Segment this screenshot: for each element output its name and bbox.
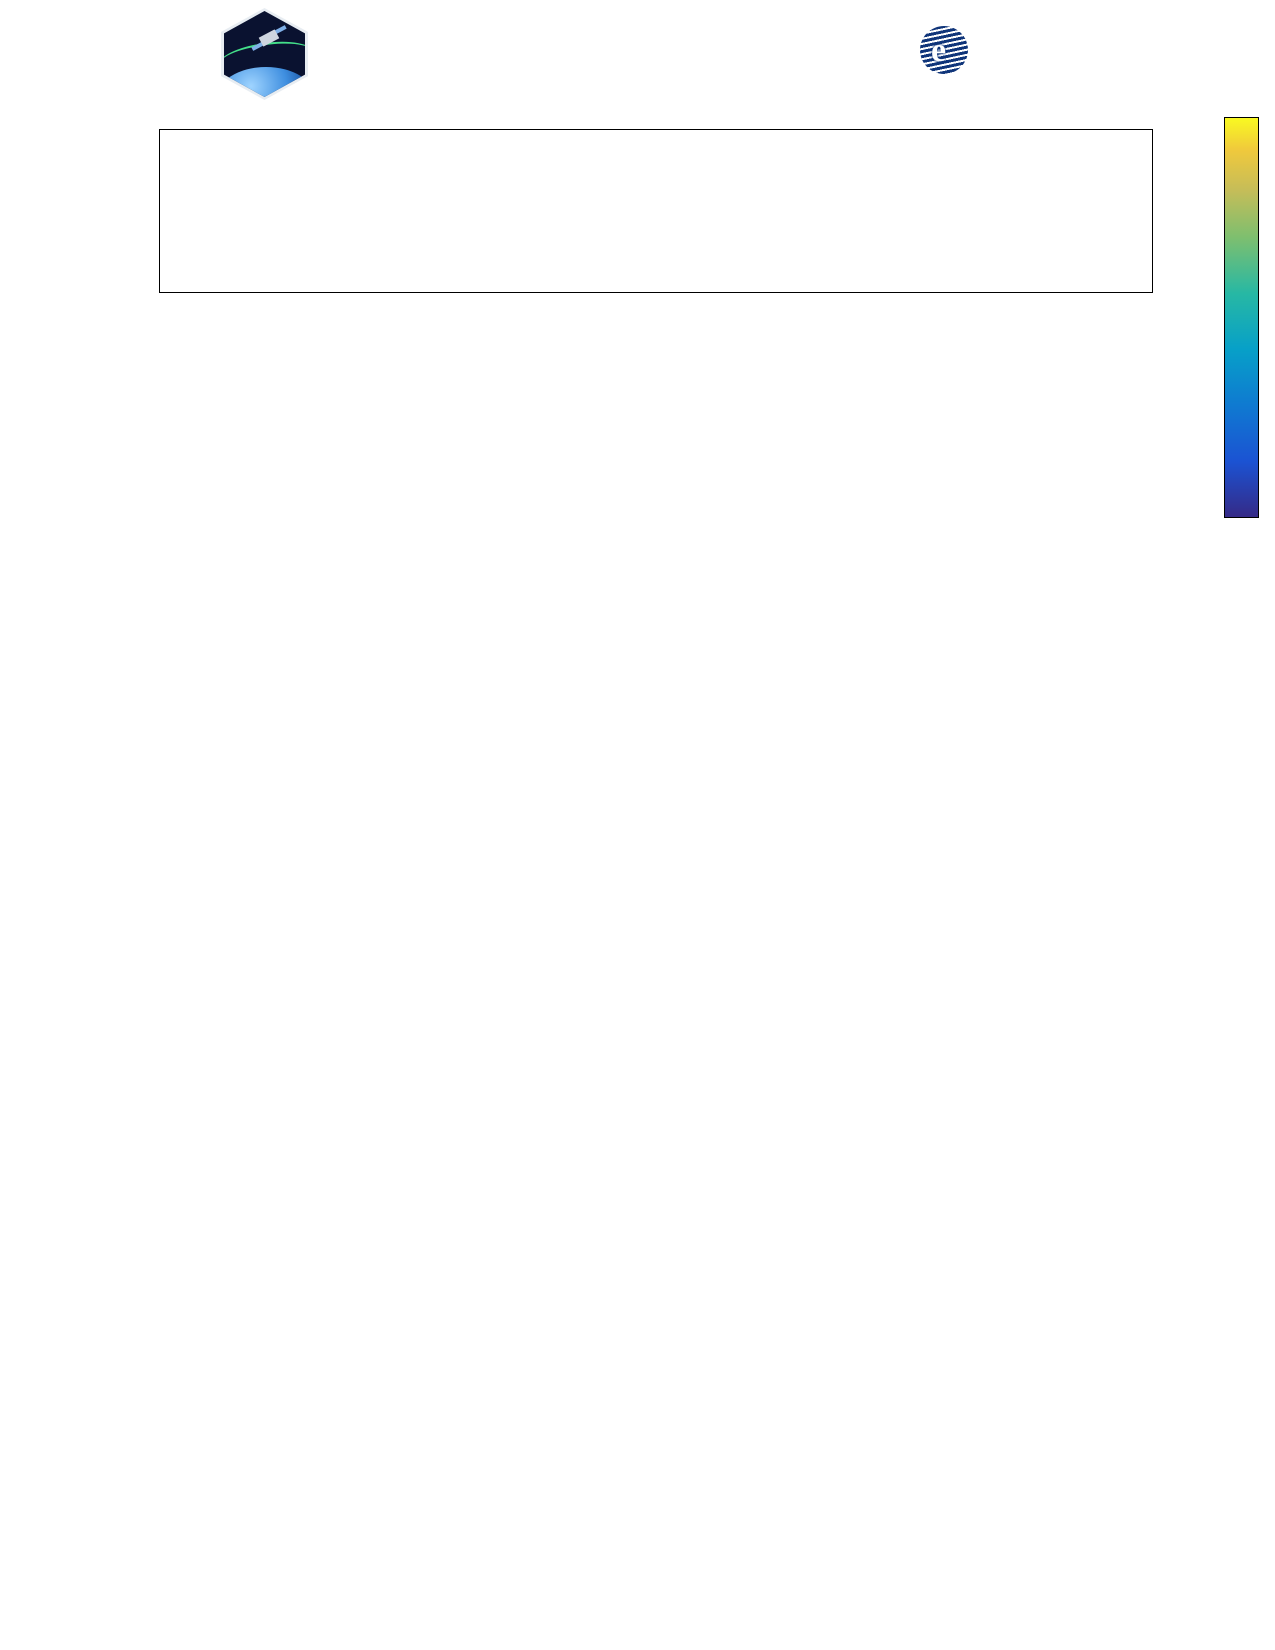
ytick-label-spec_out: [97, 201, 153, 221]
ytick-label-spec_out: [97, 241, 153, 261]
esa-globe-icon: e: [920, 26, 968, 74]
plot-canvas-spec_out: [160, 130, 1151, 291]
cassiope-patch-art: [224, 11, 305, 97]
cassiope-mission-patch: [221, 8, 308, 100]
ytick-label-spec_out: [97, 161, 153, 181]
colorbar: [1224, 117, 1259, 518]
esa-logo: [920, 24, 974, 76]
ylabel-spec_out: [40, 131, 104, 292]
plot-panel-spec_out: [159, 129, 1153, 293]
ytick-label-spec_out: [97, 282, 153, 302]
ytick-label-spec_out: [97, 121, 153, 141]
